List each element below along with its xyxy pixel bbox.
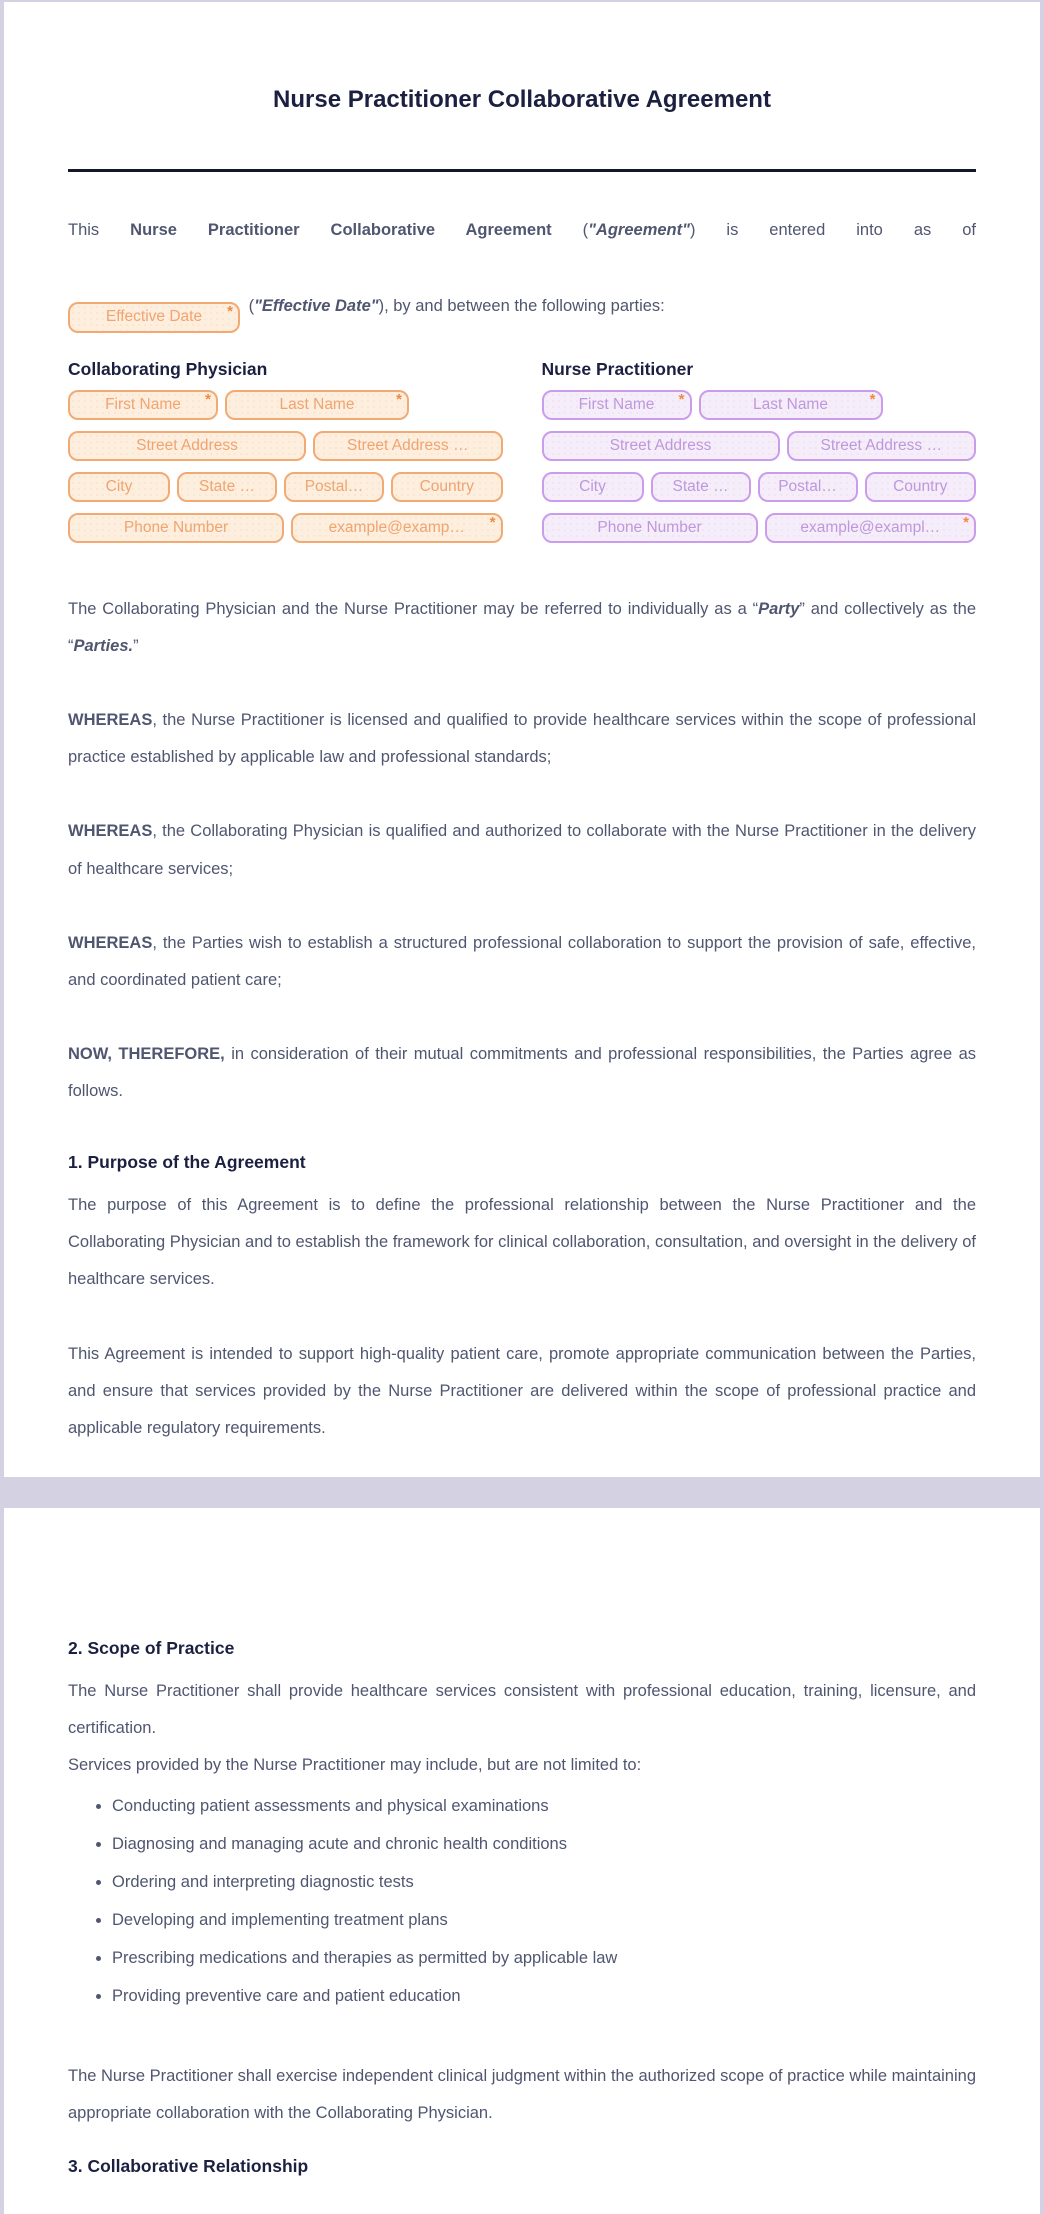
intro-after-field-text: ("Effective Date"), by and between the following parties: [244,297,665,316]
email-placeholder: example@exampl… [800,518,941,536]
document-page-1 [4,2,1040,1477]
whereas-paragraph-3: WHEREAS, the Parties wish to establish a structured professional collaboration to support the provision of safe, effective, and coordinated patient care; [68,933,976,989]
state-placeholder: State … [672,477,729,495]
nurse-practitioner-fields [542,390,977,543]
practitioner-email-field[interactable] [765,513,977,543]
email-placeholder: example@examp… [328,518,465,536]
physician-street-address-field[interactable] [68,431,306,461]
postal-code-placeholder: Postal… [304,477,364,495]
collaborating-physician-fields [68,390,503,543]
physician-street-address-line-2-field[interactable] [313,431,503,461]
street-address-line-2-placeholder: Street Address … [820,436,942,454]
bullet-item: • Ordering and interpreting diagnostic tests [112,1864,976,1902]
page-break [0,1477,1044,1508]
whereas-paragraph-1: WHEREAS, the Nurse Practitioner is licensed and qualified to provide healthcare services within the scope of professional practice established by applicable law and professional standards; [68,711,976,767]
bullet-item: • Providing preventive care and patient education [112,1978,976,2016]
country-placeholder: Country [419,477,474,495]
effective-date-placeholder: Effective Date [105,308,203,326]
bullet-item: • Conducting patient assessments and physical examinations [112,1788,976,1826]
last-name-placeholder: Last Name [753,395,828,413]
street-address-line-2-placeholder: Street Address … [347,436,469,454]
intro-line-2 [68,288,976,333]
street-address-placeholder: Street Address [609,436,712,454]
section-1-heading: 1. Purpose of the Agreement [68,1152,306,1173]
first-name-placeholder: First Name [578,395,655,413]
practitioner-street-address-field[interactable] [542,431,780,461]
physician-field-row [68,513,503,543]
practitioner-country-field[interactable] [865,472,977,502]
section-3-heading: 3. Collaborative Relationship [68,2156,309,2177]
physician-country-field[interactable] [391,472,503,502]
city-placeholder: City [105,477,133,495]
physician-postal-code-field[interactable] [284,472,384,502]
practitioner-street-address-line-2-field[interactable] [787,431,977,461]
collaborating-physician-section [68,359,503,554]
required-asterisk: * [489,513,496,531]
document-page-2 [4,1508,1040,2214]
collaborating-physician-heading: Collaborating Physician [68,358,268,379]
intro-line-1: This Nurse Practitioner Collaborative Agreement ("Agreement") is entered into as of [68,220,976,239]
practitioner-field-row [542,390,977,420]
physician-city-field[interactable] [68,472,170,502]
scope-paragraph-3: The Nurse Practitioner shall exercise independent clinical judgment within the authorized scope of practice while maintaining appropriate collaboration with the Collaborating Physician. [68,2067,976,2123]
section-2-heading: 2. Scope of Practice [68,1638,235,1658]
physician-field-row [68,431,503,461]
bullet-item: • Diagnosing and managing acute and chronic health conditions [112,1826,976,1864]
scope-paragraph-1: The Nurse Practitioner shall provide healthcare services consistent with professional education, training, licensure, and certification. [68,1682,976,1738]
bullet-item: • Prescribing medications and therapies as permitted by applicable law [112,1940,976,1978]
postal-code-placeholder: Postal… [778,477,837,495]
phone-number-placeholder: Phone Number [597,518,702,536]
physician-phone-number-field[interactable] [68,513,284,543]
phone-number-placeholder: Phone Number [123,518,229,536]
practitioner-phone-number-field[interactable] [542,513,758,543]
page-title: Nurse Practitioner Collaborative Agreement [273,86,771,113]
bullet-item: • Developing and implementing treatment plans [112,1902,976,1940]
required-asterisk: * [227,302,233,320]
nurse-practitioner-heading: Nurse Practitioner [541,358,694,379]
physician-email-field[interactable] [291,513,503,543]
practitioner-last-name-field[interactable] [699,390,883,420]
practitioner-field-row [542,472,977,502]
required-asterisk: * [963,513,969,531]
physician-field-row [68,472,503,502]
practitioner-city-field[interactable] [542,472,644,502]
physician-field-row [68,390,503,420]
whereas-paragraph-2: WHEREAS, the Collaborating Physician is qualified and authorized to collaborate with the Nurse Practitioner in the delivery of healthcare services; [68,822,976,878]
last-name-placeholder: Last Name [279,395,355,413]
party-definition-paragraph: The Collaborating Physician and the Nurse Practitioner may be referred to individually as a “Party” and collectively as the “Parties.” [68,599,976,656]
practitioner-postal-code-field[interactable] [758,472,858,502]
city-placeholder: City [579,477,606,495]
physician-state-field[interactable] [177,472,277,502]
parties-form-area [68,359,976,554]
purpose-paragraph-2: This Agreement is intended to support high-quality patient care, promote appropriate communication between the Parties, and ensure that services provided by the Nurse Practitioner are delivered within the scope of professional practice and applicable regulatory requirements. [68,1344,976,1437]
state-placeholder: State … [199,477,255,495]
title-divider [68,169,976,172]
country-placeholder: Country [893,477,948,495]
intro-paragraph [68,212,976,333]
physician-last-name-field[interactable] [225,390,409,420]
street-address-placeholder: Street Address [136,436,238,454]
required-asterisk: * [205,390,211,408]
purpose-paragraph-1: The purpose of this Agreement is to define the professional relationship between the Nurse Practitioner and the Collaborating Physician and to establish the framework for clinical collaboration, consultation, and oversight in the delivery of healthcare services. [68,1196,976,1289]
now-therefore-paragraph: NOW, THEREFORE, in consideration of their mutual commitments and professional responsibilities, the Parties agree as follows. [68,1044,977,1101]
required-asterisk: * [396,390,402,408]
required-asterisk: * [869,390,876,408]
required-asterisk: * [678,390,685,408]
first-name-placeholder: First Name [105,395,181,413]
practitioner-first-name-field[interactable] [542,390,692,420]
practitioner-state-field[interactable] [651,472,751,502]
effective-date-field[interactable] [68,302,240,333]
practitioner-field-row [542,431,977,461]
scope-paragraph-2: Services provided by the Nurse Practitioner may include, but are not limited to: [68,1756,642,1775]
practitioner-field-row [542,513,977,543]
scope-services-list [68,1788,976,2016]
physician-first-name-field[interactable] [68,390,218,420]
nurse-practitioner-section [542,359,977,554]
